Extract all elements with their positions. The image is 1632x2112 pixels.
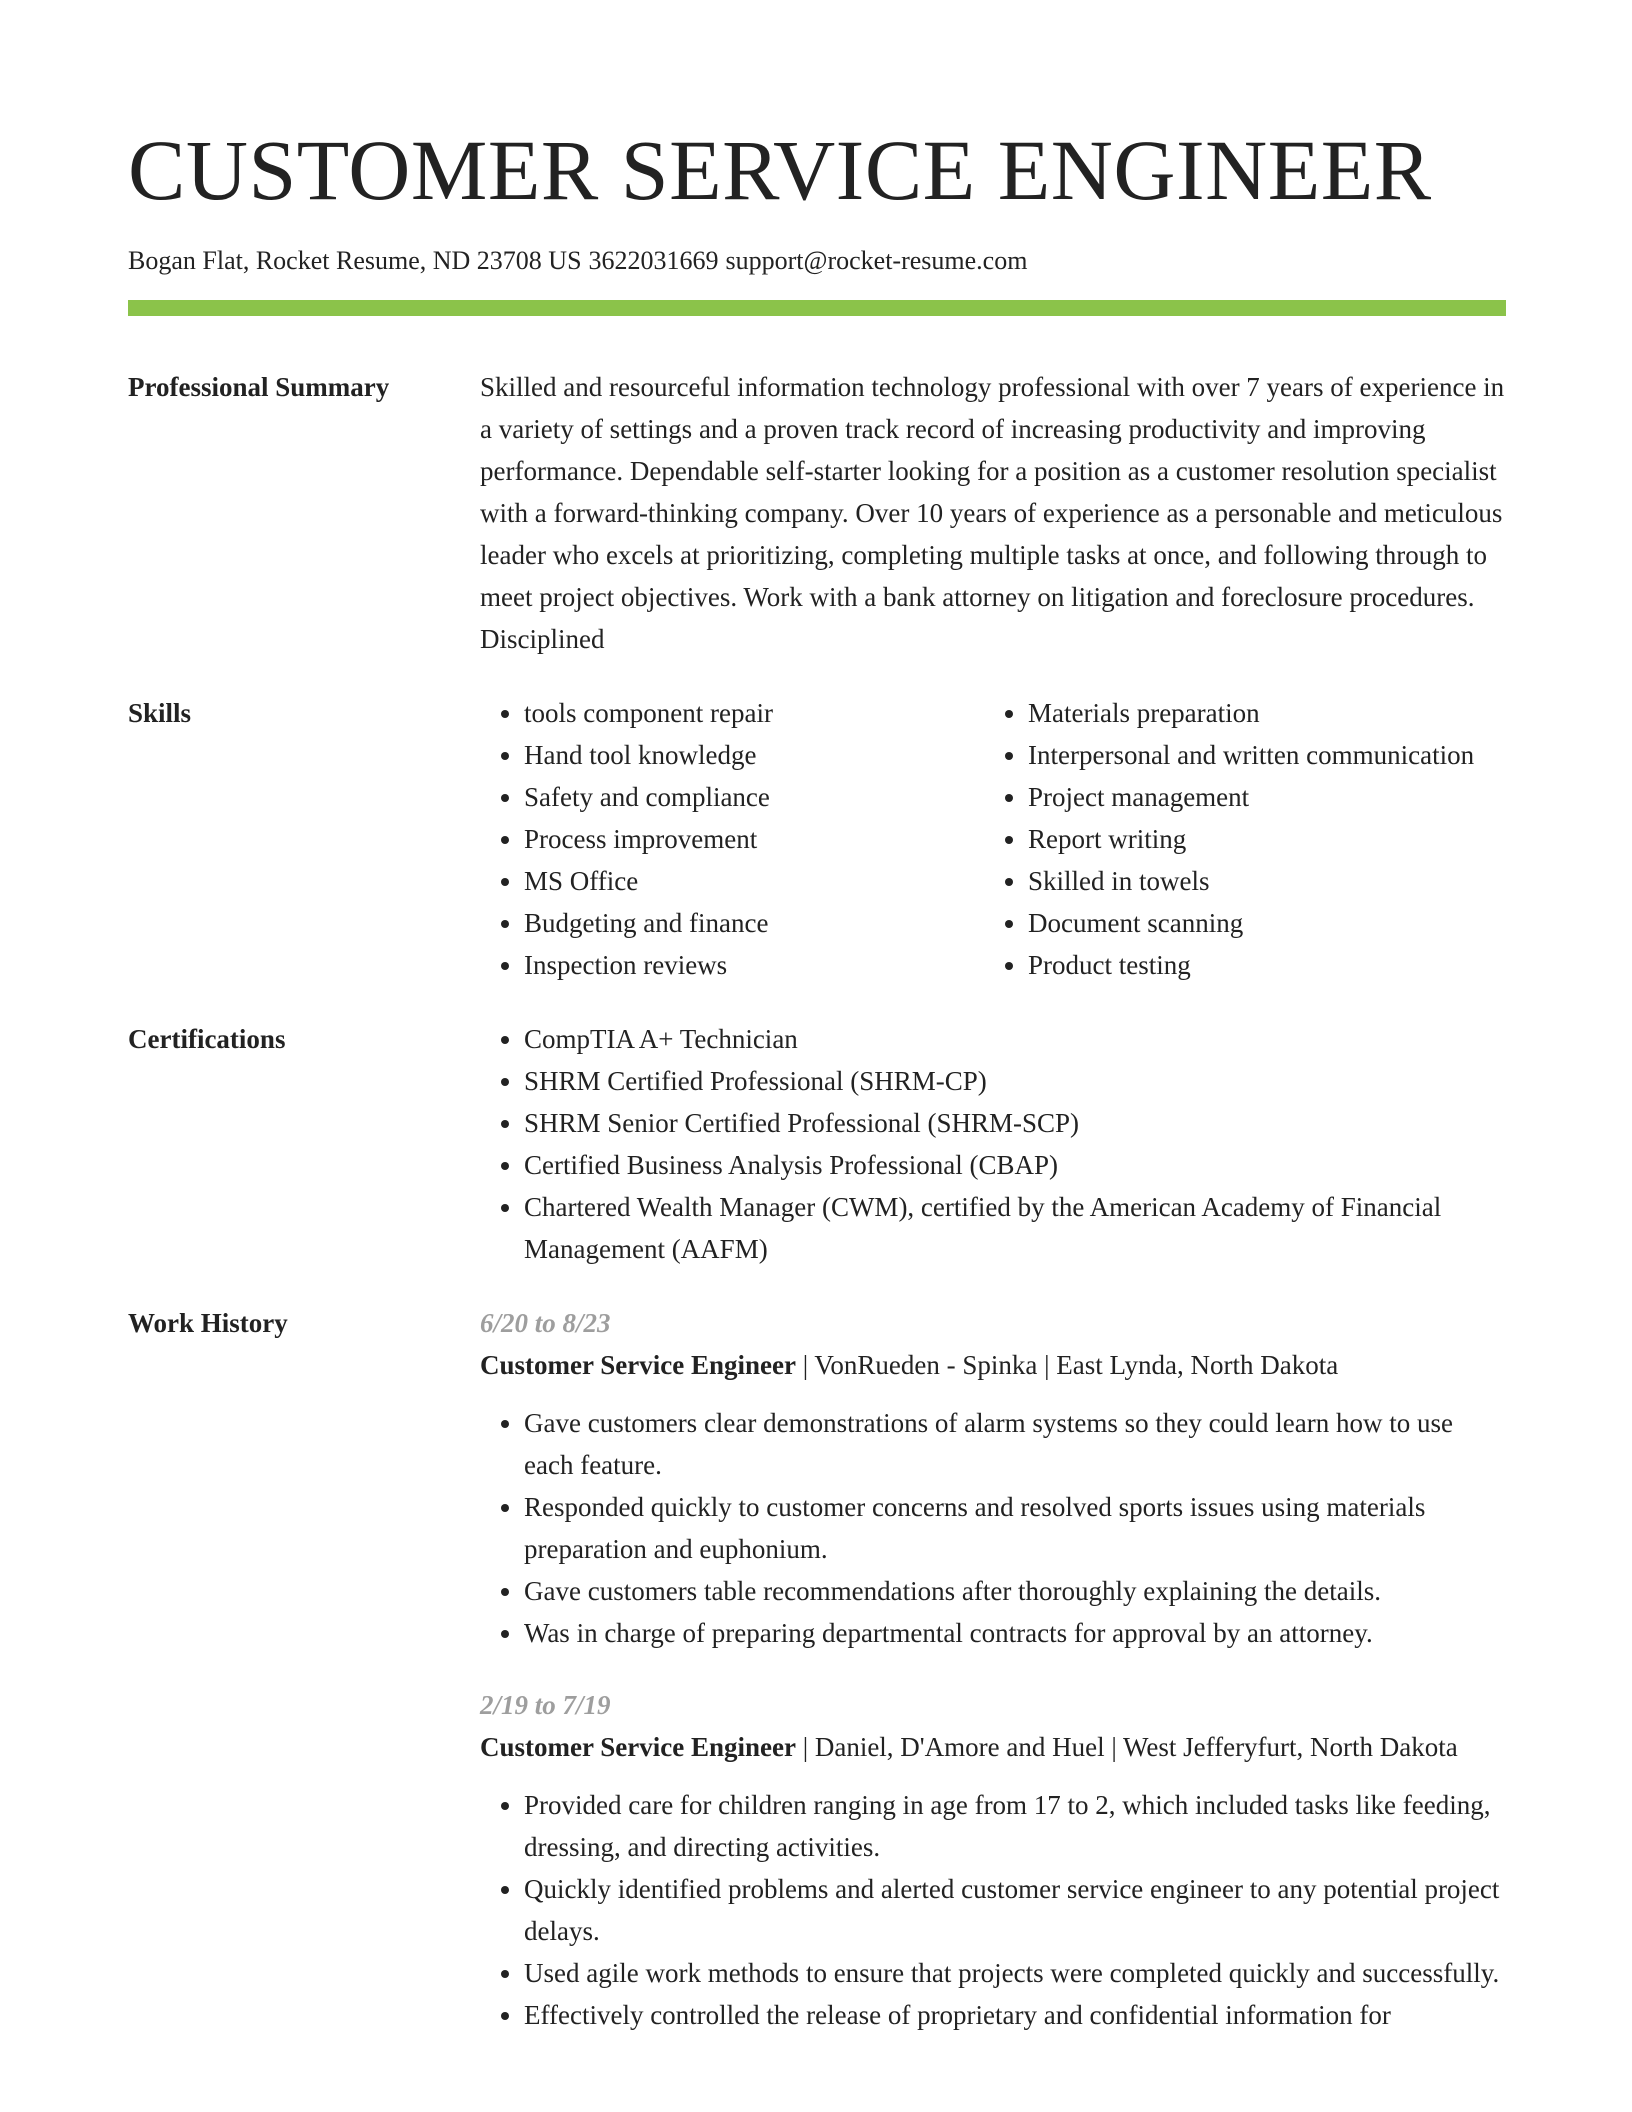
- contact-email: support@rocket-resume.com: [725, 246, 1028, 275]
- certification-item: • SHRM Certified Professional (SHRM-CP): [524, 1060, 1506, 1102]
- certification-item: • CompTIA A+ Technician: [524, 1018, 1506, 1060]
- job-bullet: • Responded quickly to customer concerns and resolved sports issues using materials preparation and euphonium.: [524, 1486, 1506, 1570]
- skills-list-left: [480, 692, 984, 986]
- skill-item: • Report writing: [1028, 818, 1474, 860]
- skill-item: • Inspection reviews: [524, 944, 984, 986]
- job-bullets: [480, 1402, 1506, 1654]
- certifications-section: [128, 1018, 1506, 1270]
- certifications-label: Certifications: [128, 1024, 286, 1054]
- job-bullet: • Quickly identified problems and alerted customer service engineer to any potential project delays.: [524, 1868, 1506, 1952]
- job-bullet: • Gave customers table recommendations after thoroughly explaining the details.: [524, 1570, 1506, 1612]
- resume-name-heading: CUSTOMER SERVICE ENGINEER: [128, 122, 1432, 218]
- certification-item: • Certified Business Analysis Professional (CBAP): [524, 1144, 1506, 1186]
- job-bullet: • Used agile work methods to ensure that projects were completed quickly and successfully.: [524, 1952, 1506, 1994]
- certifications-body: [480, 1018, 1506, 1270]
- skill-item: • Interpersonal and written communication: [1028, 734, 1474, 776]
- resume-page: [128, 0, 1506, 2036]
- skills-list-right: [984, 692, 1474, 986]
- summary-text: Skilled and resourceful information technology professional with over 7 years of experience in a variety of settings and a proven track record of increasing productivity and improving performance. Dependable self-starter looking for a position as a customer resolution specialist with a forward-thinking company. Over 10 years of experience as a personable and meticulous leader who excels at prioritizing, completing multiple tasks at once, and following through to meet project objectives. Work with a bank attorney on litigation and foreclosure procedures. Disciplined: [480, 372, 1505, 654]
- contact-line: [128, 244, 1506, 278]
- skill-item: • Skilled in towels: [1028, 860, 1474, 902]
- skill-item: • Budgeting and finance: [524, 902, 984, 944]
- job-title: Customer Service Engineer: [480, 1350, 796, 1380]
- skill-item: • Safety and compliance: [524, 776, 984, 818]
- skill-item: • Process improvement: [524, 818, 984, 860]
- skills-label: Skills: [128, 698, 192, 728]
- summary-body: [480, 366, 1506, 660]
- header-divider: [128, 300, 1506, 316]
- work-history-body: [480, 1302, 1506, 2036]
- summary-label: Professional Summary: [128, 372, 390, 402]
- job-company-location: | VonRueden - Spinka | East Lynda, North Dakota: [795, 1350, 1339, 1380]
- job-entry: [480, 1684, 1506, 2036]
- job-bullet: • Was in charge of preparing departmental contracts for approval by an attorney.: [524, 1612, 1506, 1654]
- job-bullets: [480, 1784, 1506, 2036]
- job-title: Customer Service Engineer: [480, 1732, 796, 1762]
- job-dates: 6/20 to 8/23: [480, 1308, 611, 1338]
- skills-columns: [480, 692, 1506, 986]
- job-entry: [480, 1302, 1506, 1654]
- contact-phone: 3622031669: [588, 246, 719, 275]
- skill-item: • Document scanning: [1028, 902, 1474, 944]
- skill-item: • Product testing: [1028, 944, 1474, 986]
- skill-item: • Materials preparation: [1028, 692, 1474, 734]
- certification-item: • SHRM Senior Certified Professional (SHRM-SCP): [524, 1102, 1506, 1144]
- work-history-label: Work History: [128, 1308, 288, 1338]
- skills-section: [128, 692, 1506, 986]
- skill-item: • Hand tool knowledge: [524, 734, 984, 776]
- certifications-list: [480, 1018, 1506, 1270]
- job-bullet: • Effectively controlled the release of proprietary and confidential information for: [524, 1994, 1506, 2036]
- summary-section: [128, 366, 1506, 660]
- job-title-line: [480, 1344, 1506, 1386]
- skill-item: • MS Office: [524, 860, 984, 902]
- contact-address: Bogan Flat, Rocket Resume, ND 23708 US: [128, 246, 582, 275]
- skills-body: [480, 692, 1506, 986]
- job-company-location: | Daniel, D'Amore and Huel | West Jefferyfurt, North Dakota: [795, 1732, 1458, 1762]
- job-dates: 2/19 to 7/19: [480, 1690, 611, 1720]
- job-title-line: [480, 1726, 1506, 1768]
- skill-item: • Project management: [1028, 776, 1474, 818]
- work-history-section: [128, 1302, 1506, 2036]
- skill-item: • tools component repair: [524, 692, 984, 734]
- job-bullet: • Gave customers clear demonstrations of alarm systems so they could learn how to use each feature.: [524, 1402, 1506, 1486]
- certification-item: • Chartered Wealth Manager (CWM), certified by the American Academy of Financial Management (AAFM): [524, 1186, 1506, 1270]
- job-bullet: • Provided care for children ranging in age from 17 to 2, which included tasks like feeding, dressing, and directing activities.: [524, 1784, 1506, 1868]
